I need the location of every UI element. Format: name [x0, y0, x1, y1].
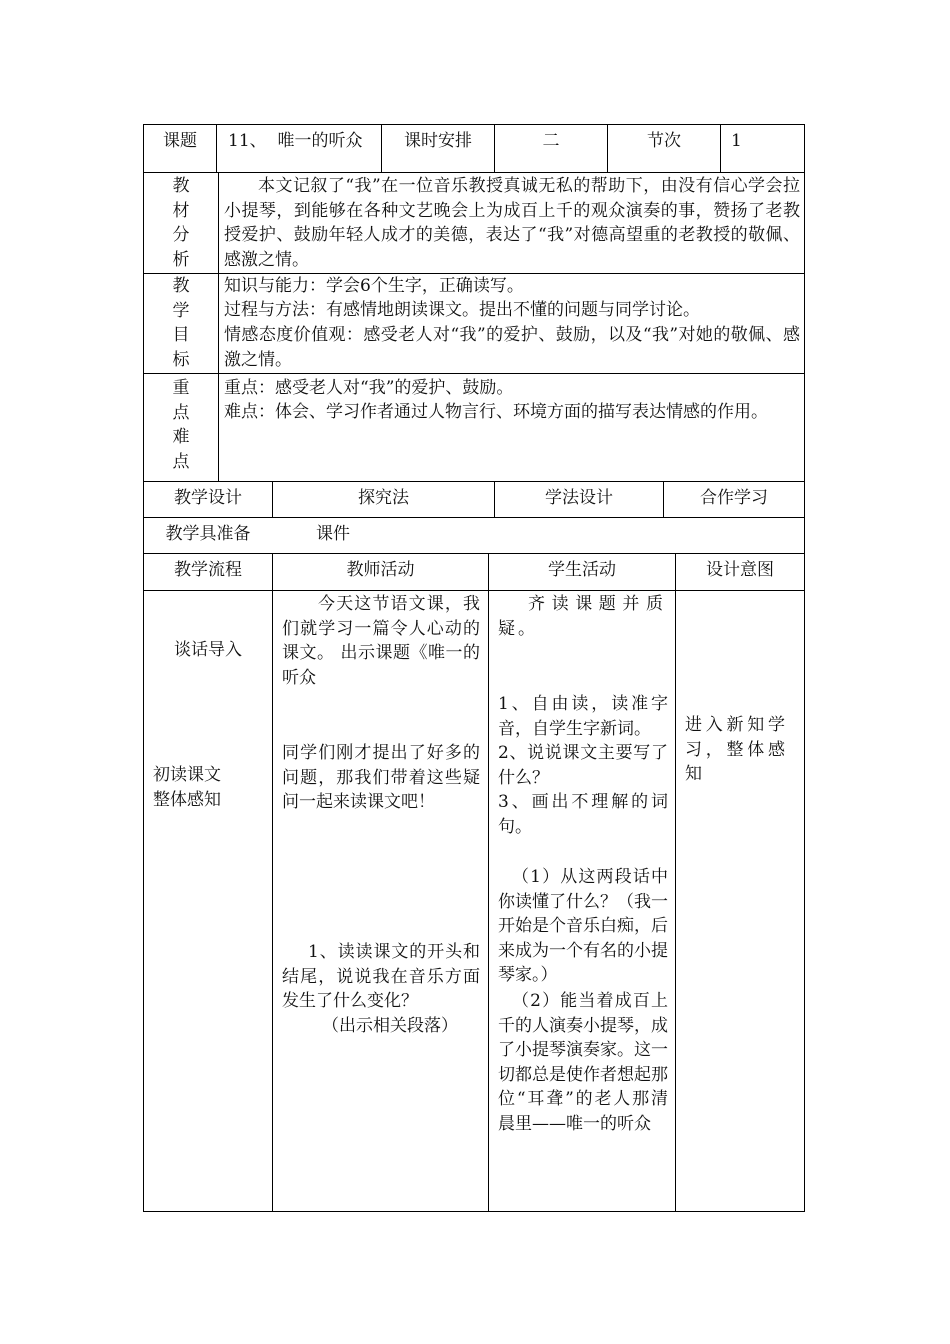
col-line: [675, 553, 676, 1212]
row-line: [143, 481, 805, 482]
student-activity-1: 齐读课题并质疑。: [498, 594, 666, 639]
design-label: 教学设计: [174, 488, 242, 508]
goals-emotion: 情感态度价值观：感受老人对“我”的爱护、鼓励，以及“我”对她的敬佩、感激之情。: [224, 325, 800, 370]
table-border-bottom: [143, 1211, 805, 1212]
student-activity-2-3: 3、画出不理解的词句。: [498, 792, 668, 837]
label-char: 点: [172, 402, 190, 423]
label-char: 难: [172, 427, 190, 447]
topic-value: 11、 唯一的听众: [228, 131, 363, 151]
label-char: 学: [172, 300, 190, 321]
col-line: [272, 553, 273, 1212]
teacher-header: 教师活动: [346, 560, 415, 580]
label-char: 分: [172, 225, 190, 245]
session-value: 1: [731, 131, 742, 151]
stage-first-read-1: 初读课文: [153, 765, 221, 785]
prep-label: 教学具准备: [165, 524, 251, 544]
row-line: [143, 172, 805, 173]
student-activity-3-2: （2）能当着成百上千的人演奏小提琴，成了小提琴演奏家。这一切都总是使作者想起那位“耳聋”的老人那清晨里——唯一的听众: [498, 991, 668, 1134]
row-line: [143, 373, 805, 374]
student-activity-3-1: （1）从这两段话中你读懂了什么？（我一开始是个音乐白痴，后来成为一个有名的小提琴家。）: [498, 867, 668, 985]
teacher-activity-1: 今天这节语文课，我们就学习一篇令人心动的课文。 出示课题《唯一的听众: [282, 594, 480, 688]
keypoints-label: [144, 376, 218, 474]
col-line: [720, 124, 721, 173]
method-value: 合作学习: [700, 488, 768, 508]
prep-value: 课件: [316, 524, 350, 544]
session-label: 节次: [647, 131, 681, 151]
row-line: [143, 553, 805, 554]
label-char: 点: [172, 451, 190, 472]
schedule-value: 二: [542, 131, 560, 151]
teacher-activity-3: 1、读读课文的开头和结尾，说说我在音乐方面发生了什么变化？: [282, 942, 480, 1011]
label-char: 教: [172, 176, 190, 196]
analysis-label: [144, 174, 218, 272]
stage-intro: 谈话导入: [174, 640, 242, 660]
intent-header: 设计意图: [706, 560, 774, 580]
flow-header: 教学流程: [174, 560, 242, 580]
table-border-right: [804, 124, 805, 1212]
row-line: [143, 590, 805, 591]
label-char: 目: [172, 325, 190, 345]
key-point-text: 重点：感受老人对“我”的爱护、鼓励。: [224, 378, 514, 398]
label-char: 标: [172, 349, 190, 370]
student-header: 学生活动: [548, 560, 616, 580]
goals-label: [144, 274, 218, 372]
col-line: [216, 124, 217, 173]
stage-first-read-2: 整体感知: [153, 790, 221, 810]
design-value: 探究法: [358, 488, 409, 508]
col-line: [218, 172, 219, 482]
method-label: 学法设计: [545, 488, 613, 508]
goals-process: 过程与方法：有感情地朗读课文。提出不懂的问题与同学讨论。: [224, 300, 700, 320]
schedule-label: 课时安排: [404, 131, 472, 151]
teacher-activity-2: 同学们刚才提出了好多的问题，那我们带着这些疑问一起来读课文吧！: [282, 743, 480, 812]
label-char: 材: [172, 200, 190, 221]
label-char: 重: [172, 378, 190, 398]
student-activity-2-2: 2、说说课文主要写了什么？: [498, 743, 668, 788]
col-line: [488, 553, 489, 1212]
goals-knowledge: 知识与能力：学会6个生字，正确读写。: [224, 276, 524, 296]
label-char: 教: [172, 276, 190, 296]
student-activity-2-1: 1、自由读，读准字音，自学生字新词。: [498, 694, 668, 739]
table-border-top: [143, 124, 805, 125]
row-line: [143, 517, 805, 518]
difficulty-text: 难点：体会、学习作者通过人物言行、环境方面的描写表达情感的作用。: [224, 402, 768, 422]
analysis-text: 本文记叙了“我”在一位音乐教授真诚无私的帮助下，由没有信心学会拉小提琴，到能够在各种文艺晚会上为成百上千的观众演奏的事，赞扬了老教授爱护、鼓励年轻人成才的美德，表达了“我”对德高望重的老教授的敬佩、感激之情。: [224, 176, 800, 270]
topic-label: 课题: [163, 131, 197, 151]
intent-activity-1: 进入新知学习，整体感知: [685, 715, 785, 784]
label-char: 析: [172, 249, 190, 270]
teacher-activity-3-note: （出示相关段落）: [322, 1016, 458, 1036]
